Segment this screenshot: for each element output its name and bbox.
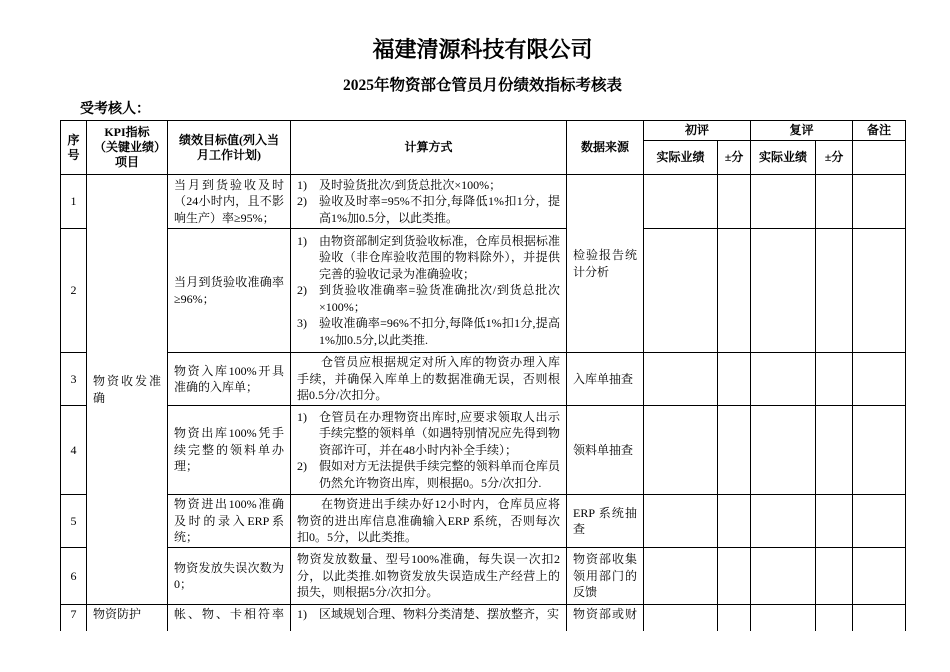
review-score-cell	[816, 548, 853, 605]
header-remark-sub	[853, 141, 906, 175]
method-text: 假如对方无法提供手续完整的领料单而仓库员仍然允许物资出库，则根据0。5分/次扣分.	[319, 459, 560, 490]
method-marker: 1)	[297, 409, 307, 424]
method-marker: 2)	[297, 194, 307, 209]
method-marker: 2)	[297, 283, 307, 298]
initial-score-cell	[718, 229, 751, 353]
method-text: 在物资进出手续办好12小时内，仓库员应将物资的进出库信息准确输入ERP 系统，否则每次扣0。5分，以此类推。	[297, 497, 560, 545]
review-score-cell	[816, 175, 853, 229]
initial-actual-cell	[644, 406, 718, 495]
source-cell: 领料单抽查	[567, 406, 644, 495]
table-row	[61, 548, 906, 605]
initial-actual-cell	[644, 605, 718, 631]
method-text: 及时验货批次/到货总批次×100%；	[319, 177, 502, 192]
table-row	[61, 406, 906, 495]
method-item	[297, 409, 560, 459]
review-actual-cell	[751, 353, 816, 406]
header-target: 绩效目标值(列入当月工作计划)	[168, 121, 291, 175]
method-item	[297, 233, 560, 283]
initial-actual-cell	[644, 495, 718, 548]
method-text: 物资发放数量、型号100%准确，每失误一次扣2分，以此类推.如物资发放失误造成生产经营上的损失，则根据5分/次扣分。	[297, 552, 560, 600]
kpi-cell: 物资收发准确	[87, 175, 168, 605]
header-review-score: ±分	[816, 141, 853, 175]
table-row	[61, 229, 906, 353]
initial-actual-cell	[644, 175, 718, 229]
target-cell: 物资进出100%准确及时的录入ERP系统；	[168, 495, 291, 548]
source-cell: 检验报告统计分析	[567, 175, 644, 353]
seq-cell: 6	[61, 548, 87, 605]
initial-actual-cell	[644, 229, 718, 353]
review-actual-cell	[751, 229, 816, 353]
remark-cell	[853, 605, 906, 631]
remark-cell	[853, 406, 906, 495]
target-cell: 帐、物、卡相符率	[168, 605, 291, 631]
header-initial: 初评	[644, 121, 751, 141]
method-cell	[291, 353, 567, 406]
method-item	[297, 458, 560, 491]
kpi-cell: 物资防护	[87, 605, 168, 631]
source-cell: 物资部或财	[567, 605, 644, 631]
method-cell	[291, 548, 567, 605]
remark-cell	[853, 495, 906, 548]
seq-cell: 1	[61, 175, 87, 229]
review-score-cell	[816, 406, 853, 495]
method-text: 由物资部制定到货验收标准，仓库员根据标准验收（非仓库验收范围的物料除外），并提供完善的验收记录为准确验收；	[319, 233, 560, 281]
initial-score-cell	[718, 353, 751, 406]
header-initial-actual: 实际业绩	[644, 141, 718, 175]
source-cell: 物资部收集领用部门的反馈	[567, 548, 644, 605]
seq-cell: 3	[61, 353, 87, 406]
initial-score-cell	[718, 406, 751, 495]
method-item	[297, 177, 560, 194]
method-item	[297, 315, 560, 348]
document-title: 2025年物资部仓管员月份绩效指标考核表	[342, 77, 622, 94]
method-cell	[291, 605, 567, 631]
table-row	[61, 175, 906, 229]
source-cell: 入库单抽查	[567, 353, 644, 406]
method-text: 到货验收准确率=验货准确批次/到货总批次×100%；	[319, 283, 560, 314]
initial-score-cell	[718, 548, 751, 605]
method-marker: 3)	[297, 316, 307, 331]
company-name: 福建清源科技有限公司	[372, 37, 593, 62]
header-kpi: KPI指标（关键业绩）项目	[87, 121, 168, 175]
method-marker: 1)	[297, 177, 307, 192]
method-text: 仓管员应根据规定对所入库的物资办理入库手续，并确保入库单上的数据准确无误，否则根据0.5分/次扣分。	[297, 355, 560, 403]
review-score-cell	[816, 605, 853, 631]
header-source: 数据来源	[567, 121, 644, 175]
method-cell	[291, 406, 567, 495]
method-marker: 1)	[297, 607, 307, 621]
remark-cell	[853, 229, 906, 353]
target-cell: 物资入库100%开具准确的入库单；	[168, 353, 291, 406]
seq-cell: 2	[61, 229, 87, 353]
method-cell	[291, 229, 567, 353]
method-marker: 2)	[297, 459, 307, 474]
target-cell: 物资发放失误次数为0；	[168, 548, 291, 605]
seq-cell: 5	[61, 495, 87, 548]
review-actual-cell	[751, 605, 816, 631]
table-row	[61, 605, 906, 631]
method-text: 验收准确率=96%不扣分,每降低1%扣1分,提高1%加0.5分,以此类推.	[319, 316, 560, 347]
review-actual-cell	[751, 175, 816, 229]
method-text: 验收及时率=95%不扣分,每降低1%扣1分，提高1%加0.5分，以此类推。	[319, 194, 560, 225]
method-item	[297, 282, 560, 315]
review-actual-cell	[751, 406, 816, 495]
assessee-label: 受考核人：	[80, 102, 150, 117]
initial-score-cell	[718, 605, 751, 631]
method-text: 区域规划合理、物料分类清楚、摆放整齐，实	[319, 607, 560, 621]
review-actual-cell	[751, 548, 816, 605]
target-cell: 当月到货验收准确率≥96%；	[168, 229, 291, 353]
method-cell	[291, 495, 567, 548]
kpi-table	[60, 120, 906, 631]
target-cell: 物资出库100%凭手续完整的领料单办理；	[168, 406, 291, 495]
review-actual-cell	[751, 495, 816, 548]
source-cell: ERP 系统抽查	[567, 495, 644, 548]
method-item	[297, 193, 560, 226]
initial-actual-cell	[644, 548, 718, 605]
initial-score-cell	[718, 175, 751, 229]
seq-cell: 7	[61, 605, 87, 631]
header-seq: 序号	[61, 121, 87, 175]
header-row	[61, 121, 906, 141]
review-score-cell	[816, 353, 853, 406]
header-remark: 备注	[853, 121, 906, 141]
review-score-cell	[816, 229, 853, 353]
method-item	[297, 606, 560, 623]
method-text: 仓管员在办理物资出库时,应要求领取人出示手续完整的领料单（如遇特别情况应先得到物资部许可，并在48小时内补全手续）；	[319, 409, 560, 457]
remark-cell	[853, 548, 906, 605]
review-score-cell	[816, 495, 853, 548]
remark-cell	[853, 175, 906, 229]
seq-cell: 4	[61, 406, 87, 495]
initial-actual-cell	[644, 353, 718, 406]
header-method: 计算方式	[291, 121, 567, 175]
initial-score-cell	[718, 495, 751, 548]
header-review: 复评	[751, 121, 853, 141]
remark-cell	[853, 353, 906, 406]
table-row	[61, 495, 906, 548]
header-review-actual: 实际业绩	[751, 141, 816, 175]
method-cell	[291, 175, 567, 229]
table-row	[61, 353, 906, 406]
target-cell: 当月到货验收及时（24小时内，且不影响生产）率≥95%；	[168, 175, 291, 229]
method-marker: 1)	[297, 233, 307, 248]
header-initial-score: ±分	[718, 141, 751, 175]
